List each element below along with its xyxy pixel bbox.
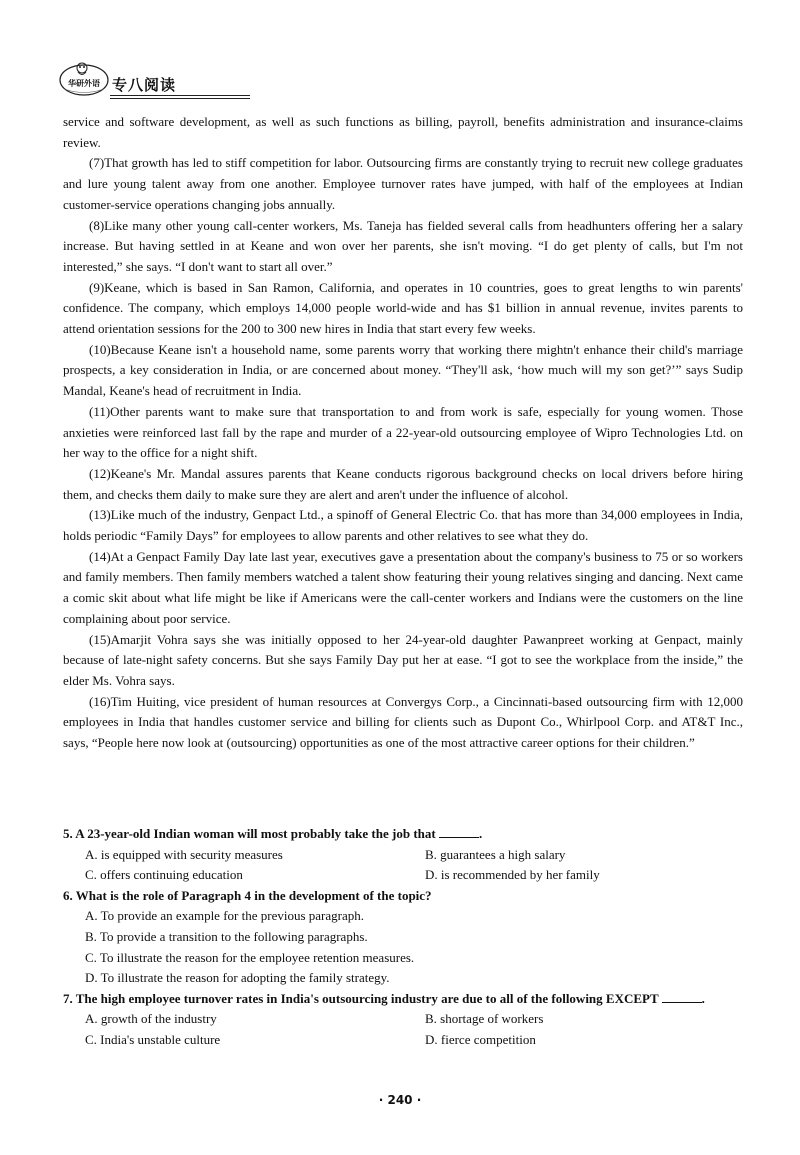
page-header [58,58,318,102]
question-stem [63,989,743,1010]
option-c: C. offers continuing education [85,867,243,883]
option-a: A. To provide an example for the previous paragraph. [85,908,364,924]
page-number: · 240 · [378,1093,422,1107]
question-stem [63,824,743,845]
paragraph-13: (13)Like much of the industry, Genpact Ltd., a spinoff of General Electric Co. that has more than 34,000 employees in India, holds periodic “Family Days” for employees to allow parents and other relatives to see what they do. [63,507,743,544]
question-stem-text: 5. A 23-year-old Indian woman will most probably take the job that [63,826,436,841]
paragraph-7: (7)That growth has led to stiff competition for labor. Outsourcing firms are constantly trying to recruit new college graduates and lure young talent away from one another. Employee turnover rates have jumped, with half of the employees at Indian customer-service operations changing jobs annually. [63,155,743,212]
option-d: D. To illustrate the reason for adopting the family strategy. [85,970,390,986]
header-title: 专八阅读 [112,76,177,94]
paragraph-8: (8)Like many other young call-center workers, Ms. Taneja has fielded several calls from headhunters offering her a salary increase. But having settled in at Keane and won over her parents, she isn't moving. “I do get plenty of calls, but I'm not interested,” she says. “I don't want to start all over.” [63,217,743,274]
header-rule-thin [110,98,250,99]
option-b: B. To provide a transition to the following paragraphs. [85,928,368,944]
options [63,845,743,886]
logo-text: 华研外语 [68,79,100,88]
option-a: A. is equipped with security measures [85,846,283,862]
questions-section [63,824,743,1051]
question-stem-end: . [478,826,483,841]
paragraph-9: (9)Keane, which is based in San Ramon, California, and operates in 10 countries, goes to great lengths to win parents' confidence. The company, which employs 14,000 people world-wide and has $1 billion in annual revenue, invites parents to attend orientation sessions for the 200 to 300 new hires in India that start every few weeks. [63,279,743,337]
options [63,1009,743,1050]
option-d: D. fierce competition [425,1031,536,1047]
question-5 [63,824,743,886]
paragraph-10: (10)Because Keane isn't a household name, some parents worry that working there mightn't enhance their child's marriage prospects, a key consideration in India, or are concerned about money. “They'll ask, ‘how much will my son get?’” says Sudip Mandal, Keane's head of recruitment in India. [63,341,743,399]
paragraph-14: (14)At a Genpact Family Day late last year, executives gave a presentation about the company's business to 75 or so workers and family members. Then family members watched a talent show featuring their young relatives singing and dancing. Next came a comic skit about what life might be like if Americans were the call-center workers and Indians were the customers on the line complaining about poor service. [63,548,743,626]
option-b: B. shortage of workers [425,1011,544,1027]
question-7 [63,989,743,1051]
paragraph-11: (11)Other parents want to make sure that transportation to and from work is safe, especially for young women. Those anxieties were reinforced last fall by the rape and murder of a 22-year-old outsourcing employee of Wipro Technologies Ltd. on her way to the office for a night shift. [63,403,743,461]
question-stem-end: . [701,990,705,1006]
paragraph-12: (12)Keane's Mr. Mandal assures parents that Keane conducts rigorous background checks on local drivers before hiring them, and checks them daily to make sure they are alert and aren't under the influence of alcohol. [63,465,743,502]
question-6 [63,886,743,989]
answer-blank [662,990,702,1003]
option-b: B. guarantees a high salary [425,846,566,862]
article-body [63,112,743,754]
option-d: D. is recommended by her family [425,867,600,883]
paragraph-continuation: service and software development, as well as such functions as billing, payroll, benefits administration and insurance-claims review. [63,114,743,150]
answer-blank [439,825,479,838]
header-rule [110,95,250,96]
paragraph-16: (16)Tim Huiting, vice president of human resources at Convergys Corp., a Cincinnati-based outsourcing firm with 12,000 employees in India that handles customer service and billing for clients such as Dupont Co., Whirlpool Corp. and AT&T Inc., says, “People here now look at (outsourcing) opportunities as one of the most attractive career options for their children.” [63,693,743,751]
option-c: C. To illustrate the reason for the employee retention measures. [85,949,415,965]
options [63,906,743,988]
publisher-logo-icon [58,58,114,98]
paragraph-15: (15)Amarjit Vohra says she was initially opposed to her 24-year-old daughter Pawanpreet working at Genpact, mainly because of late-night safety concerns. But she says Family Day put her at ease. “I got to see the workplace from the inside,” the elder Ms. Vohra says. [63,631,743,688]
option-c: C. India's unstable culture [85,1031,221,1047]
question-stem: 6. What is the role of Paragraph 4 in the development of the topic? [63,887,432,903]
question-stem-text: 7. The high employee turnover rates in India's outsourcing industry are due to all of the following EXCEPT [63,990,659,1006]
option-a: A. growth of the industry [85,1011,217,1027]
